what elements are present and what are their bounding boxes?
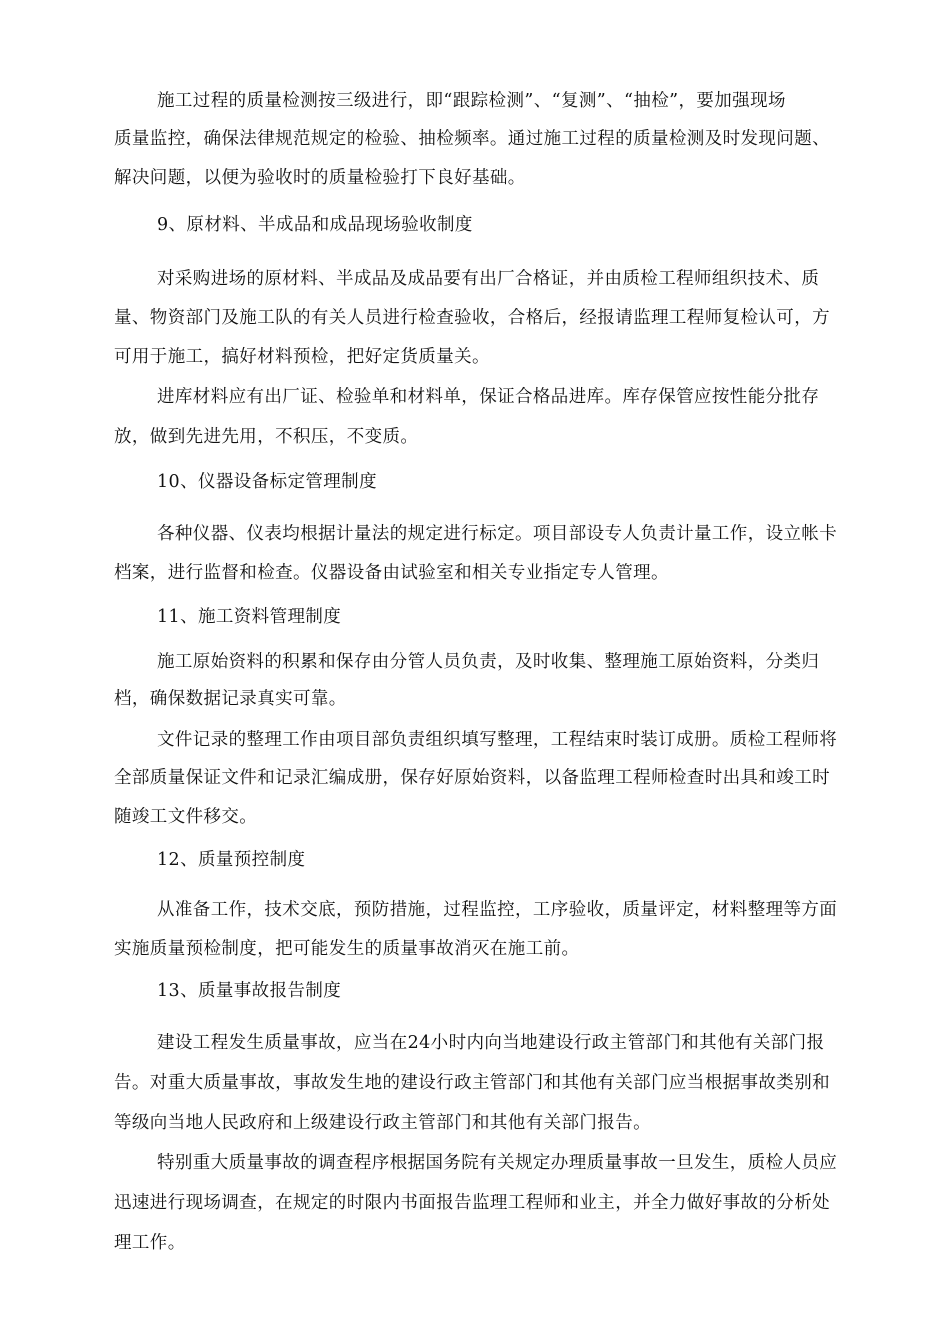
section-heading-10: 10、仪器设备标定管理制度 bbox=[157, 472, 377, 492]
paragraph-line: 随竣工文件移交。 bbox=[114, 807, 258, 827]
paragraph-line: 建设工程发生质量事故，应当在24小时内向当地建设行政主管部门和其他有关部门报 bbox=[157, 1033, 825, 1053]
paragraph-line: 告。对重大质量事故，事故发生地的建设行政主管部门和其他有关部门应当根据事故类别和 bbox=[114, 1073, 830, 1093]
paragraph-line: 施工原始资料的积累和保存由分管人员负责，及时收集、整理施工原始资料，分类归 bbox=[157, 652, 820, 672]
paragraph-line: 档案，进行监督和检查。仪器设备由试验室和相关专业指定专人管理。 bbox=[114, 563, 669, 583]
section-heading-13: 13、质量事故报告制度 bbox=[157, 981, 342, 1001]
paragraph-line: 实施质量预检制度，把可能发生的质量事故消灭在施工前。 bbox=[114, 939, 580, 959]
paragraph-line: 文件记录的整理工作由项目部负责组织填写整理，工程结束时装订成册。质检工程师将 bbox=[157, 730, 838, 750]
paragraph-line: 特别重大质量事故的调查程序根据国务院有关规定办理质量事故一旦发生，质检人员应 bbox=[157, 1153, 838, 1173]
paragraph-line: 档，确保数据记录真实可靠。 bbox=[114, 689, 347, 709]
paragraph-line: 进库材料应有出厂证、检验单和材料单，保证合格品进库。库存保管应按性能分批存 bbox=[157, 387, 820, 407]
paragraph-line: 各种仪器、仪表均根据计量法的规定进行标定。项目部设专人负责计量工作，设立帐卡 bbox=[157, 524, 838, 544]
paragraph-line: 解决问题，以便为验收时的质量检验打下良好基础。 bbox=[114, 168, 526, 188]
paragraph-line: 从准备工作，技术交底，预防措施，过程监控，工序验收，质量评定，材料整理等方面 bbox=[157, 900, 838, 920]
paragraph-line: 迅速进行现场调查，在规定的时限内书面报告监理工程师和业主，并全力做好事故的分析处 bbox=[114, 1193, 830, 1213]
section-heading-11: 11、施工资料管理制度 bbox=[157, 607, 342, 627]
paragraph-line: 施工过程的质量检测按三级进行，即“跟踪检测”、“复测”、“抽检”，要加强现场 bbox=[157, 91, 786, 111]
paragraph-line: 全部质量保证文件和记录汇编成册，保存好原始资料，以备监理工程师检查时出具和竣工时 bbox=[114, 768, 830, 788]
paragraph-line: 量、物资部门及施工队的有关人员进行检查验收，合格后，经报请监理工程师复检认可，方 bbox=[114, 308, 830, 328]
section-heading-12: 12、质量预控制度 bbox=[157, 850, 306, 870]
paragraph-line: 可用于施工，搞好材料预检，把好定货质量关。 bbox=[114, 347, 490, 367]
paragraph-line: 对采购进场的原材料、半成品及成品要有出厂合格证，并由质检工程师组织技术、质 bbox=[157, 269, 820, 289]
section-heading-9: 9、原材料、半成品和成品现场验收制度 bbox=[157, 215, 473, 235]
paragraph-line: 放，做到先进先用，不积压，不变质。 bbox=[114, 427, 419, 447]
paragraph-line: 理工作。 bbox=[114, 1233, 186, 1253]
paragraph-line: 质量监控，确保法律规范规定的检验、抽检频率。通过施工过程的质量检测及时发现问题、 bbox=[114, 129, 830, 149]
paragraph-line: 等级向当地人民政府和上级建设行政主管部门和其他有关部门报告。 bbox=[114, 1113, 651, 1133]
